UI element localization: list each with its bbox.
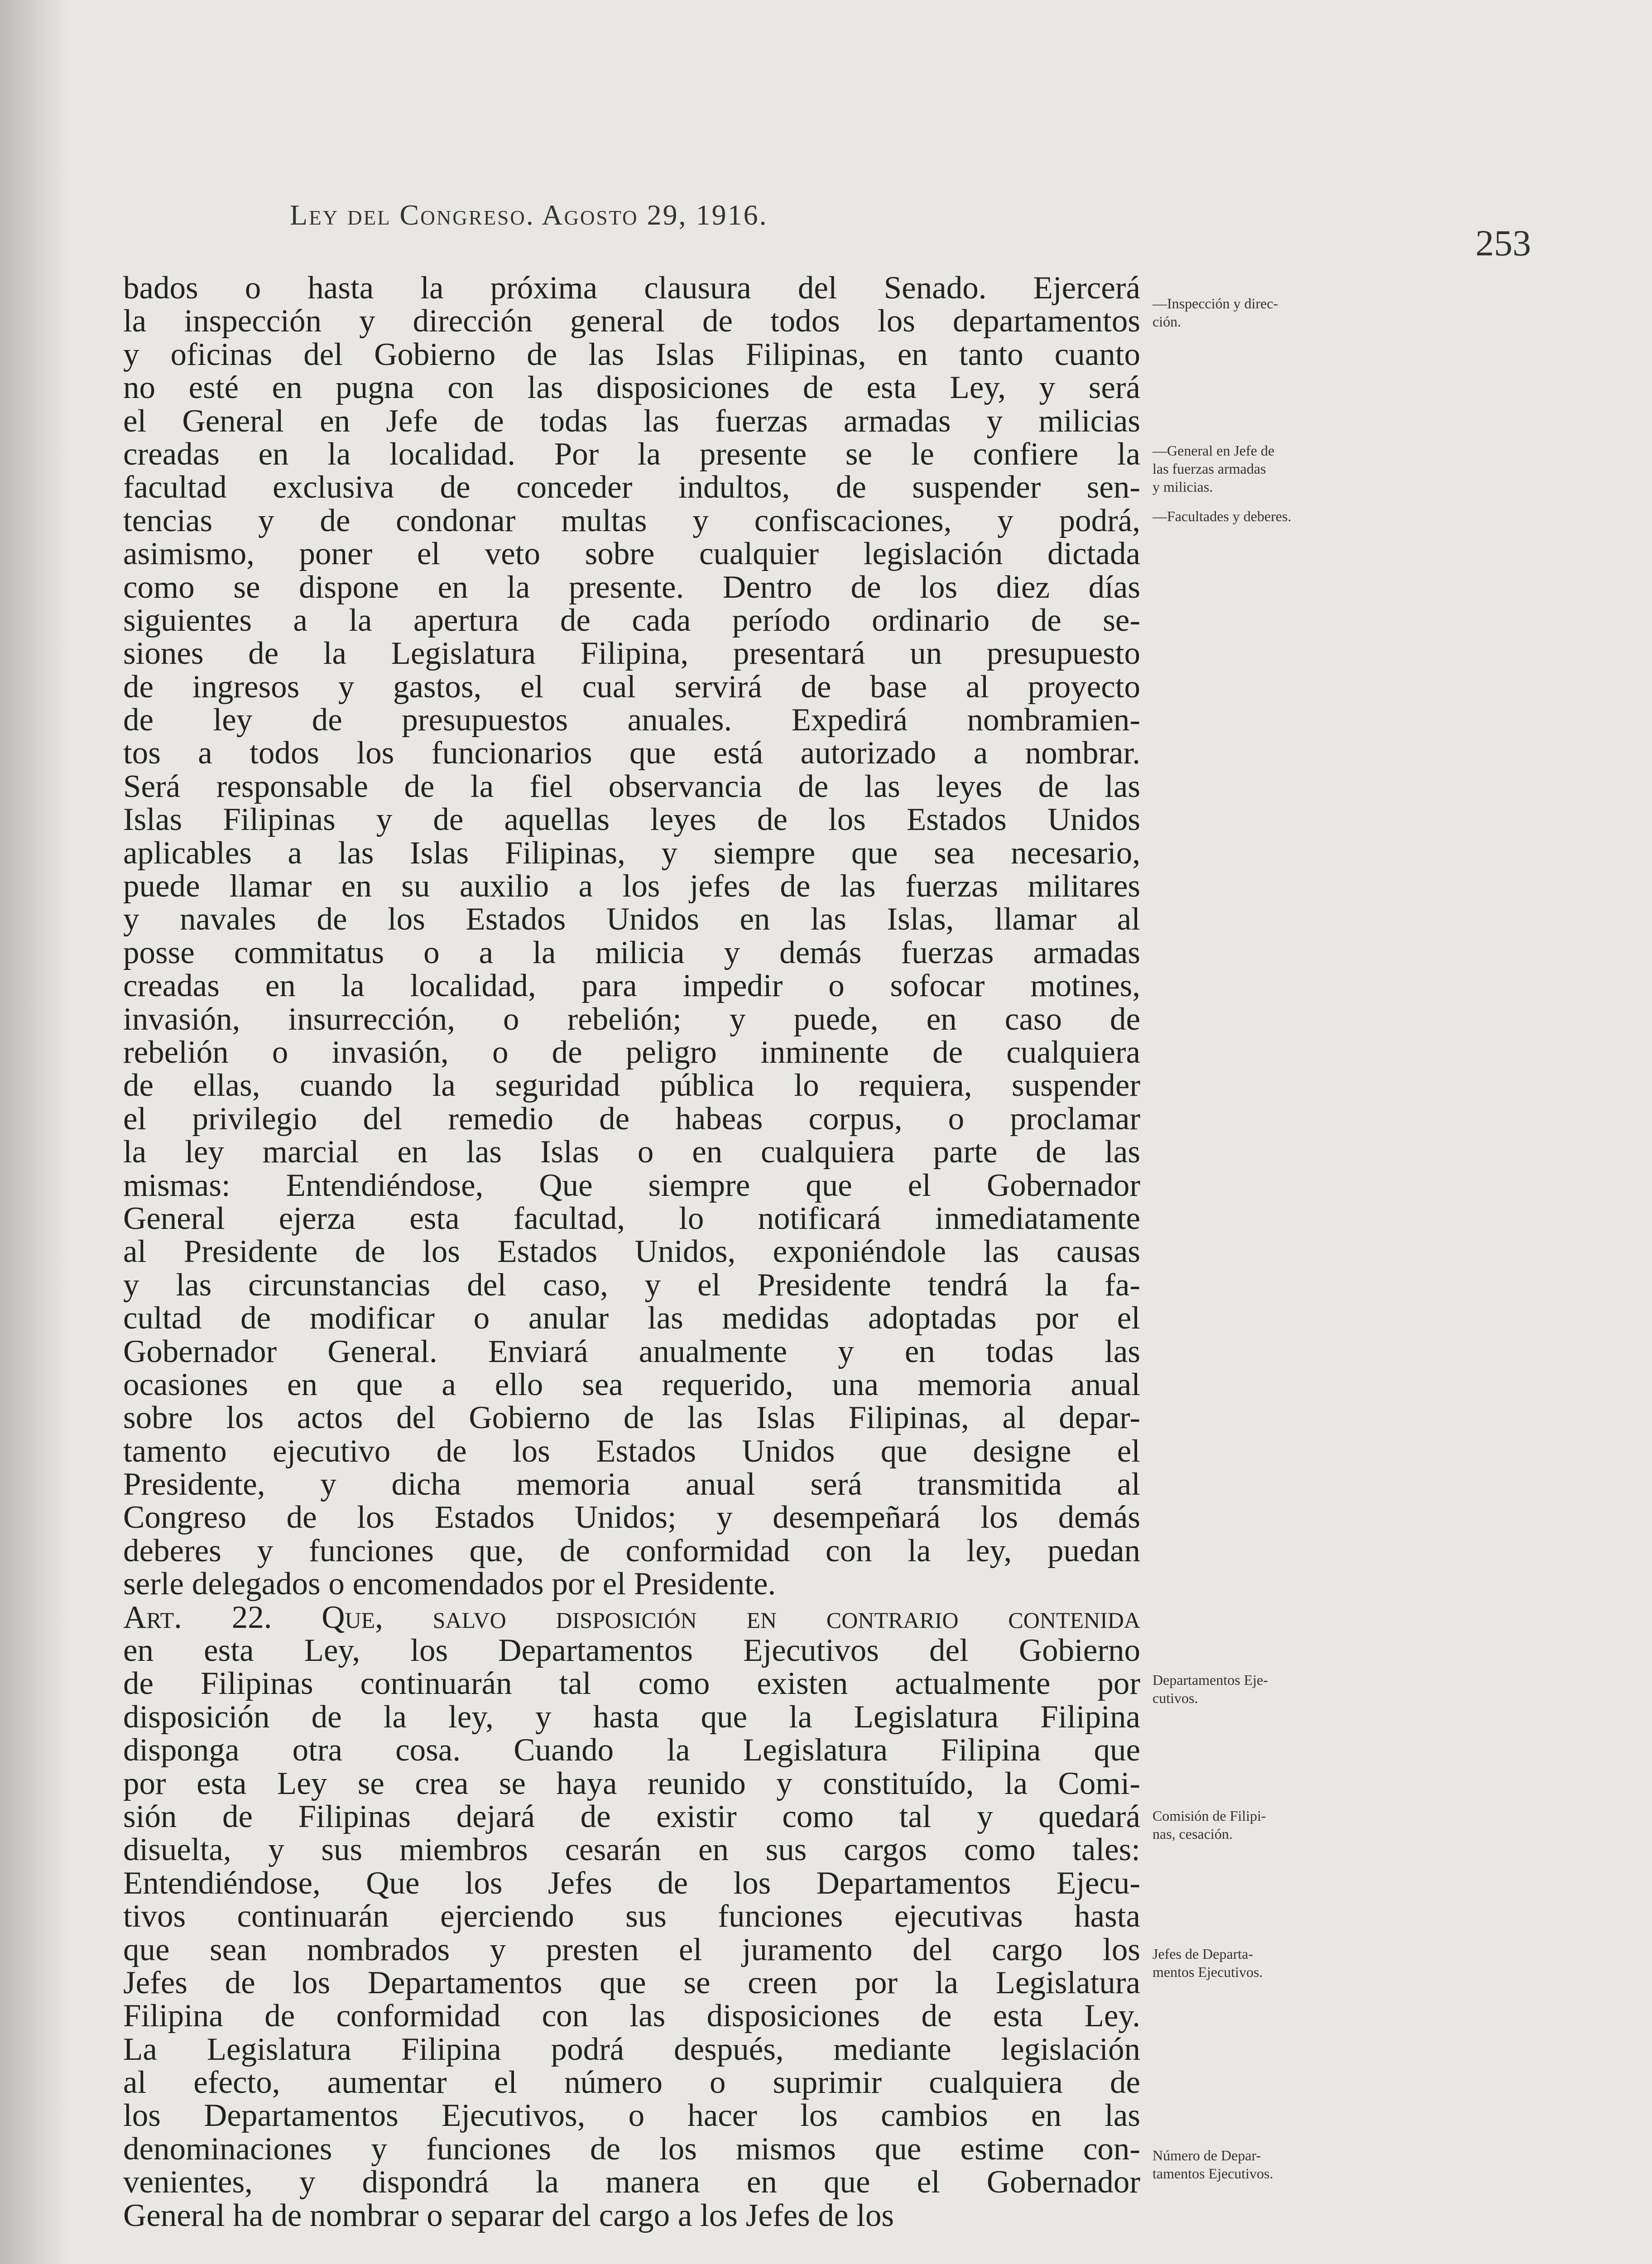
text-line: disuelta, y sus miembros cesarán en sus cargos como tales: xyxy=(123,1832,1140,1868)
text-line: puede llamar en su auxilio a los jefes de las fuerzas militares xyxy=(123,868,1140,904)
text-line: creadas en la localidad, para impedir o sofocar motines, xyxy=(123,968,1140,1004)
page-number: 253 xyxy=(1475,222,1531,264)
margin-note-departamentos xyxy=(1153,1671,1415,1707)
margin-note-comision xyxy=(1153,1807,1415,1843)
text-line: denominaciones y funciones de los mismos que estime con- xyxy=(123,2131,1140,2167)
text-line: cultad de modificar o anular las medidas adoptadas por el xyxy=(123,1300,1140,1336)
margin-note-line: Comisión de Filipi- xyxy=(1153,1808,1266,1824)
text-line: al Presidente de los Estados Unidos, exponiéndole las causas xyxy=(123,1234,1140,1270)
margin-note-line: cutivos. xyxy=(1153,1690,1198,1706)
scan-edge-shadow xyxy=(0,0,68,2264)
margin-note-general-en-jefe xyxy=(1153,441,1415,496)
text-line: Filipina de conformidad con las disposiciones de esta Ley. xyxy=(123,1998,1140,2034)
text-line: la ley marcial en las Islas o en cualquiera parte de las xyxy=(123,1134,1140,1170)
text-line: el General en Jefe de todas las fuerzas armadas y milicias xyxy=(123,403,1140,439)
text-line: Jefes de los Departamentos que se creen por la Legislatura xyxy=(123,1965,1140,2000)
text-line: de ellas, cuando la seguridad pública lo requiera, suspender xyxy=(123,1068,1140,1103)
text-line: de Filipinas continuarán tal como existen actualmente por xyxy=(123,1666,1140,1702)
text-line: bados o hasta la próxima clausura del Senado. Ejercerá xyxy=(123,270,1140,306)
text-line: siones de la Legislatura Filipina, presentará un presupuesto xyxy=(123,636,1140,672)
text-line: asimismo, poner el veto sobre cualquier legislación dictada xyxy=(123,536,1140,572)
text-line: Presidente, y dicha memoria anual será transmitida al xyxy=(123,1467,1140,1502)
margin-note-line: —Facultades y deberes. xyxy=(1153,508,1292,524)
text-line: invasión, insurrección, o rebelión; y puede, en caso de xyxy=(123,1001,1140,1037)
text-line: creadas en la localidad. Por la presente se le confiere la xyxy=(123,436,1140,472)
text-line: y navales de los Estados Unidos en las Islas, llamar al xyxy=(123,902,1140,937)
text-line: Entendiéndose, Que los Jefes de los Departamentos Ejecu- xyxy=(123,1865,1140,1901)
text-line: y las circunstancias del caso, y el Presidente tendrá la fa- xyxy=(123,1267,1140,1303)
text-line: tos a todos los funcionarios que está autorizado a nombrar. xyxy=(123,735,1140,771)
margin-note-line: nas, cesación. xyxy=(1153,1826,1233,1842)
body-text xyxy=(123,272,1140,2232)
text-line: sobre los actos del Gobierno de las Islas Filipinas, al depar- xyxy=(123,1400,1140,1436)
margin-note-line: Departamentos Eje- xyxy=(1153,1672,1268,1688)
margin-note-facultades xyxy=(1153,507,1415,525)
text-line: tamento ejecutivo de los Estados Unidos que designe el xyxy=(123,1433,1140,1469)
text-line: tivos continuarán ejerciendo sus funciones ejecutivas hasta xyxy=(123,1899,1140,1934)
margin-note-line: mentos Ejecutivos. xyxy=(1153,1964,1263,1980)
text-line: disposición de la ley, y hasta que la Legislatura Filipina xyxy=(123,1699,1140,1735)
text-line: mismas: Entendiéndose, Que siempre que el Gobernador xyxy=(123,1167,1140,1203)
margin-note-inspeccion xyxy=(1153,294,1415,331)
margin-note-numero xyxy=(1153,2146,1415,2182)
text-line: de ley de presupuestos anuales. Expedirá nombramien- xyxy=(123,702,1140,738)
text-line: La Legislatura Filipina podrá después, mediante legislación xyxy=(123,2031,1140,2067)
text-line: Islas Filipinas y de aquellas leyes de los Estados Unidos xyxy=(123,802,1140,838)
margin-note-jefes xyxy=(1153,1945,1415,1981)
text-line: Será responsable de la fiel observancia de las leyes de las xyxy=(123,768,1140,804)
text-line: la inspección y dirección general de todos los departamentos xyxy=(123,303,1140,339)
text-line: serle delegados o encomendados por el Presidente. xyxy=(123,1566,776,1602)
text-line: facultad exclusiva de conceder indultos, de suspender sen- xyxy=(123,470,1140,505)
text-line: por esta Ley se crea se haya reunido y constituído, la Comi- xyxy=(123,1765,1140,1801)
text-line: en esta Ley, los Departamentos Ejecutivos del Gobierno xyxy=(123,1633,1140,1669)
text-line: Gobernador General. Enviará anualmente y en todas las xyxy=(123,1333,1140,1369)
text-line: sión de Filipinas dejará de existir como tal y quedará xyxy=(123,1799,1140,1834)
text-line: siguientes a la apertura de cada período ordinario de se- xyxy=(123,602,1140,638)
running-head: Ley del Congreso. Agosto 29, 1916. xyxy=(290,199,768,231)
text-line: no esté en pugna con las disposiciones de esta Ley, y será xyxy=(123,370,1140,406)
text-line: deberes y funciones que, de conformidad con la ley, puedan xyxy=(123,1533,1140,1568)
text-line: como se dispone en la presente. Dentro de los diez días xyxy=(123,569,1140,605)
article-22-first-line: Art. 22. Que, salvo disposición en contrario contenida xyxy=(123,1599,1140,1635)
text-line: los Departamentos Ejecutivos, o hacer los cambios en las xyxy=(123,2098,1140,2134)
text-line: General ha de nombrar o separar del cargo a los Jefes de los xyxy=(123,2197,894,2233)
margin-note-line: ción. xyxy=(1153,313,1181,330)
text-line: el privilegio del remedio de habeas corpus, o proclamar xyxy=(123,1101,1140,1137)
text-line: aplicables a las Islas Filipinas, y siempre que sea necesario, xyxy=(123,835,1140,871)
text-line: de ingresos y gastos, el cual servirá de base al proyecto xyxy=(123,669,1140,705)
text-line: Congreso de los Estados Unidos; y desempeñará los demás xyxy=(123,1500,1140,1535)
text-line: y oficinas del Gobierno de las Islas Filipinas, en tanto cuanto xyxy=(123,336,1140,372)
margin-note-line: —Inspección y direc- xyxy=(1153,295,1278,312)
text-line: al efecto, aumentar el número o suprimir cualquiera de xyxy=(123,2065,1140,2101)
text-line: que sean nombrados y presten el juramento del cargo los xyxy=(123,1932,1140,1967)
margin-note-line: —General en Jefe de xyxy=(1153,442,1275,459)
margin-note-line: tamentos Ejecutivos. xyxy=(1153,2165,1273,2182)
text-line: ocasiones en que a ello sea requerido, una memoria anual xyxy=(123,1367,1140,1402)
text-line: tencias y de condonar multas y confiscaciones, y podrá, xyxy=(123,503,1140,538)
margin-note-line: Número de Depar- xyxy=(1153,2147,1261,2163)
margin-note-line: las fuerzas armadas xyxy=(1153,460,1266,477)
margin-note-line: Jefes de Departa- xyxy=(1153,1946,1253,1962)
text-line: rebelión o invasión, o de peligro inminente de cualquiera xyxy=(123,1034,1140,1070)
text-line: General ejerza esta facultad, lo notificará inmediatamente xyxy=(123,1200,1140,1236)
text-line: venientes, y dispondrá la manera en que el Gobernador xyxy=(123,2164,1140,2200)
text-line: disponga otra cosa. Cuando la Legislatura Filipina que xyxy=(123,1732,1140,1768)
text-line: posse commitatus o a la milicia y demás fuerzas armadas xyxy=(123,935,1140,970)
margin-note-line: y milicias. xyxy=(1153,479,1213,495)
